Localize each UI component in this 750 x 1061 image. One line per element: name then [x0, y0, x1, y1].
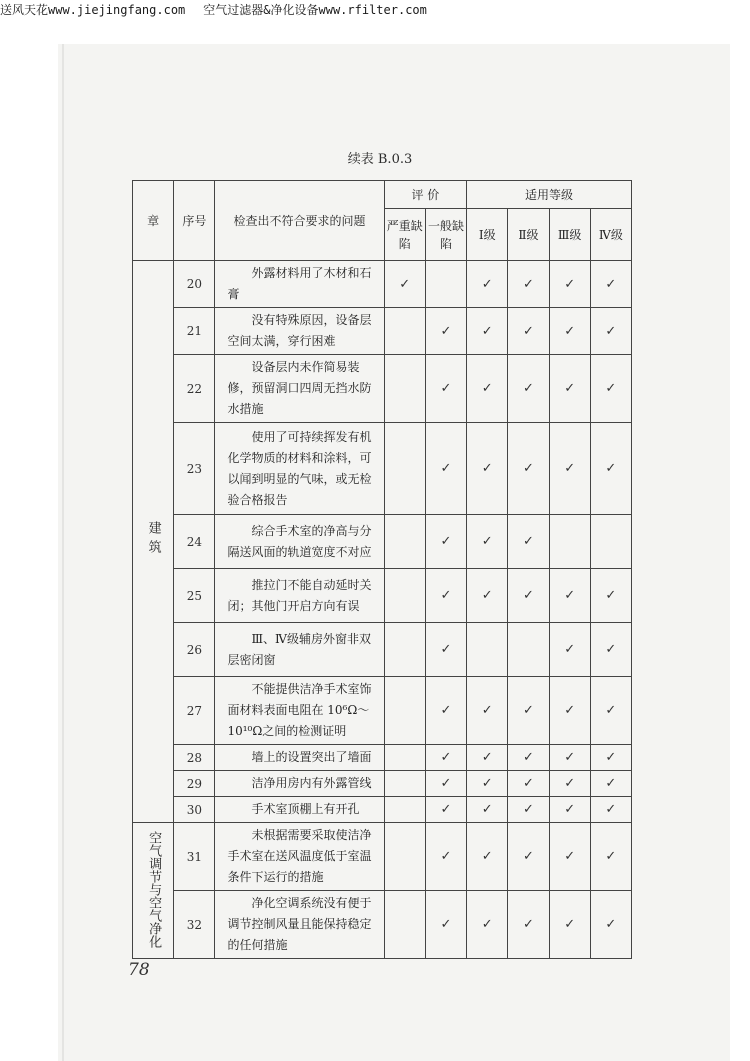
mark-cell [549, 261, 590, 308]
check-mark-icon: ✓ [440, 849, 452, 864]
check-mark-icon: ✓ [605, 802, 617, 817]
table-row [133, 745, 632, 771]
mark-cell [590, 355, 631, 423]
row-number: 29 [174, 771, 215, 797]
mark-cell [590, 745, 631, 771]
mark-cell [425, 891, 466, 959]
mark-cell [384, 623, 425, 677]
check-mark-icon: ✓ [564, 642, 576, 657]
row-number: 28 [174, 745, 215, 771]
mark-cell [549, 797, 590, 823]
mark-cell [467, 261, 508, 308]
row-number: 23 [174, 423, 215, 515]
mark-cell [384, 677, 425, 745]
table-row [133, 261, 632, 308]
check-mark-icon: ✓ [605, 750, 617, 765]
mark-cell [508, 355, 549, 423]
problem-description: Ⅲ、Ⅳ级辅房外窗非双层密闭窗 [215, 623, 384, 677]
check-mark-icon: ✓ [564, 381, 576, 396]
mark-cell [425, 771, 466, 797]
check-mark-icon: ✓ [564, 802, 576, 817]
mark-cell [467, 569, 508, 623]
table-row [133, 823, 632, 891]
check-mark-icon: ✓ [605, 703, 617, 718]
check-mark-icon: ✓ [522, 588, 534, 603]
check-mark-icon: ✓ [522, 750, 534, 765]
mark-cell [590, 261, 631, 308]
mark-cell [508, 515, 549, 569]
check-mark-icon: ✓ [605, 323, 617, 339]
table-row [133, 355, 632, 423]
mark-cell [590, 891, 631, 959]
table-row [133, 423, 632, 515]
check-mark-icon: ✓ [522, 776, 534, 791]
check-mark-icon: ✓ [481, 461, 493, 476]
check-mark-icon: ✓ [605, 849, 617, 864]
mark-cell [467, 797, 508, 823]
mark-cell [549, 355, 590, 423]
check-mark-icon: ✓ [564, 849, 576, 864]
mark-cell [508, 797, 549, 823]
row-number: 26 [174, 623, 215, 677]
header-evaluation: 评 价 [384, 181, 466, 209]
check-mark-icon: ✓ [522, 323, 534, 339]
chapter-label: 建筑 [145, 521, 161, 559]
mark-cell [425, 355, 466, 423]
problem-description: 未根据需要采取使洁净手术室在送风温度低于室温条件下运行的措施 [215, 823, 384, 891]
table-row [133, 891, 632, 959]
mark-cell [508, 677, 549, 745]
problem-description: 推拉门不能自动延时关闭；其他门开启方向有误 [215, 569, 384, 623]
mark-cell [508, 745, 549, 771]
table-row [133, 515, 632, 569]
mark-cell [384, 823, 425, 891]
check-mark-icon: ✓ [481, 776, 493, 791]
check-mark-icon: ✓ [564, 750, 576, 765]
check-mark-icon: ✓ [481, 703, 493, 718]
mark-cell [467, 771, 508, 797]
row-number: 20 [174, 261, 215, 308]
mark-cell [508, 308, 549, 355]
row-number: 32 [174, 891, 215, 959]
table-row [133, 569, 632, 623]
header-number: 序号 [174, 181, 215, 261]
check-mark-icon: ✓ [564, 323, 576, 339]
mark-cell [425, 745, 466, 771]
check-mark-icon: ✓ [605, 642, 617, 657]
table-row [133, 623, 632, 677]
row-number: 22 [174, 355, 215, 423]
mark-cell [384, 355, 425, 423]
page-number: 78 [128, 960, 150, 980]
mark-cell [549, 423, 590, 515]
check-mark-icon: ✓ [440, 776, 452, 791]
chapter-cell [133, 823, 174, 959]
header-level-2: Ⅱ级 [508, 209, 549, 261]
mark-cell [425, 308, 466, 355]
check-mark-icon: ✓ [440, 917, 452, 932]
check-mark-icon: ✓ [605, 461, 617, 476]
check-mark-icon: ✓ [522, 849, 534, 864]
site-header [0, 0, 750, 22]
mark-cell [508, 569, 549, 623]
header-general-defect: 一般缺陷 [425, 209, 466, 261]
check-mark-icon: ✓ [440, 802, 452, 817]
check-mark-icon: ✓ [605, 917, 617, 932]
table-row [133, 677, 632, 745]
row-number: 31 [174, 823, 215, 891]
check-mark-icon: ✓ [481, 381, 493, 396]
check-mark-icon: ✓ [481, 588, 493, 603]
inspection-table [132, 180, 632, 959]
mark-cell [425, 261, 466, 308]
check-mark-icon: ✓ [522, 276, 534, 292]
header-problem: 检查出不符合要求的问题 [215, 181, 384, 261]
mark-cell [549, 771, 590, 797]
mark-cell [508, 823, 549, 891]
mark-cell [384, 891, 425, 959]
check-mark-icon: ✓ [481, 802, 493, 817]
mark-cell [467, 623, 508, 677]
check-mark-icon: ✓ [440, 534, 452, 549]
mark-cell [549, 745, 590, 771]
check-mark-icon: ✓ [522, 703, 534, 718]
mark-cell [425, 823, 466, 891]
header-serious-defect: 严重缺陷 [384, 209, 425, 261]
chapter-cell [133, 261, 174, 823]
check-mark-icon: ✓ [522, 461, 534, 476]
check-mark-icon: ✓ [481, 849, 493, 864]
row-number: 30 [174, 797, 215, 823]
header-level-3: Ⅲ级 [549, 209, 590, 261]
check-mark-icon: ✓ [522, 802, 534, 817]
mark-cell [425, 677, 466, 745]
row-number: 24 [174, 515, 215, 569]
problem-description: 墙上的设置突出了墙面 [215, 745, 384, 771]
mark-cell [549, 569, 590, 623]
header-level-1: Ⅰ级 [467, 209, 508, 261]
check-mark-icon: ✓ [564, 588, 576, 603]
check-mark-icon: ✓ [481, 323, 493, 339]
check-mark-icon: ✓ [440, 461, 452, 476]
mark-cell [590, 677, 631, 745]
mark-cell [508, 891, 549, 959]
check-mark-icon: ✓ [564, 703, 576, 718]
header-left-text: 送风天花www.jiejingfang.com [0, 3, 186, 17]
check-mark-icon: ✓ [564, 917, 576, 932]
mark-cell [549, 623, 590, 677]
check-mark-icon: ✓ [522, 534, 534, 549]
mark-cell [425, 623, 466, 677]
table-caption: 续表 B.0.3 [347, 152, 413, 167]
chapter-label: 空气调节与空气净化 [146, 830, 162, 948]
check-mark-icon: ✓ [440, 323, 452, 339]
check-mark-icon: ✓ [481, 276, 493, 292]
mark-cell [467, 423, 508, 515]
mark-cell [590, 569, 631, 623]
check-mark-icon: ✓ [399, 276, 411, 292]
mark-cell [590, 308, 631, 355]
mark-cell [467, 515, 508, 569]
check-mark-icon: ✓ [605, 776, 617, 791]
check-mark-icon: ✓ [481, 917, 493, 932]
problem-description: 设备层内未作简易装修，预留洞口四周无挡水防水措施 [215, 355, 384, 423]
check-mark-icon: ✓ [605, 276, 617, 292]
mark-cell [549, 308, 590, 355]
mark-cell [467, 355, 508, 423]
problem-description: 没有特殊原因，设备层空间太满，穿行困难 [215, 308, 384, 355]
table-row [133, 308, 632, 355]
check-mark-icon: ✓ [440, 750, 452, 765]
row-number: 27 [174, 677, 215, 745]
mark-cell [425, 797, 466, 823]
problem-description: 净化空调系统没有便于调节控制风量且能保持稳定的任何措施 [215, 891, 384, 959]
mark-cell [384, 261, 425, 308]
check-mark-icon: ✓ [481, 534, 493, 549]
check-mark-icon: ✓ [564, 276, 576, 292]
mark-cell [425, 569, 466, 623]
check-mark-icon: ✓ [440, 642, 452, 657]
problem-description: 洁净用房内有外露管线 [215, 771, 384, 797]
check-mark-icon: ✓ [605, 381, 617, 396]
mark-cell [508, 771, 549, 797]
mark-cell [508, 261, 549, 308]
mark-cell [384, 423, 425, 515]
mark-cell [384, 569, 425, 623]
mark-cell [549, 891, 590, 959]
mark-cell [384, 515, 425, 569]
mark-cell [549, 677, 590, 745]
header-right-text: 空气过滤器&净化设备www.rfilter.com [203, 3, 427, 17]
problem-description: 不能提供洁净手术室饰面材料表面电阻在 10⁶Ω～10¹⁰Ω之间的检测证明 [215, 677, 384, 745]
mark-cell [590, 515, 631, 569]
problem-description: 综合手术室的净高与分隔送风面的轨道宽度不对应 [215, 515, 384, 569]
mark-cell [384, 308, 425, 355]
problem-description: 手术室顶棚上有开孔 [215, 797, 384, 823]
mark-cell [467, 891, 508, 959]
mark-cell [467, 308, 508, 355]
check-mark-icon: ✓ [522, 381, 534, 396]
problem-description: 外露材料用了木材和石膏 [215, 261, 384, 308]
mark-cell [590, 797, 631, 823]
table-row [133, 771, 632, 797]
row-number: 25 [174, 569, 215, 623]
mark-cell [467, 823, 508, 891]
check-mark-icon: ✓ [564, 461, 576, 476]
mark-cell [508, 423, 549, 515]
header-level-4: Ⅳ级 [590, 209, 631, 261]
table-row [133, 797, 632, 823]
check-mark-icon: ✓ [481, 750, 493, 765]
mark-cell [425, 515, 466, 569]
header-chapter: 章 [133, 181, 174, 261]
mark-cell [549, 515, 590, 569]
check-mark-icon: ✓ [440, 588, 452, 603]
check-mark-icon: ✓ [564, 776, 576, 791]
mark-cell [384, 745, 425, 771]
mark-cell [590, 823, 631, 891]
mark-cell [384, 797, 425, 823]
mark-cell [590, 623, 631, 677]
mark-cell [549, 823, 590, 891]
check-mark-icon: ✓ [605, 588, 617, 603]
check-mark-icon: ✓ [522, 917, 534, 932]
check-mark-icon: ✓ [440, 381, 452, 396]
mark-cell [467, 745, 508, 771]
header-applicable-level: 适用等级 [467, 181, 632, 209]
mark-cell [384, 771, 425, 797]
mark-cell [467, 677, 508, 745]
problem-description: 使用了可持续挥发有机化学物质的材料和涂料，可以闻到明显的气味，或无检验合格报告 [215, 423, 384, 515]
mark-cell [590, 771, 631, 797]
check-mark-icon: ✓ [440, 703, 452, 718]
mark-cell [508, 623, 549, 677]
mark-cell [425, 423, 466, 515]
mark-cell [590, 423, 631, 515]
row-number: 21 [174, 308, 215, 355]
